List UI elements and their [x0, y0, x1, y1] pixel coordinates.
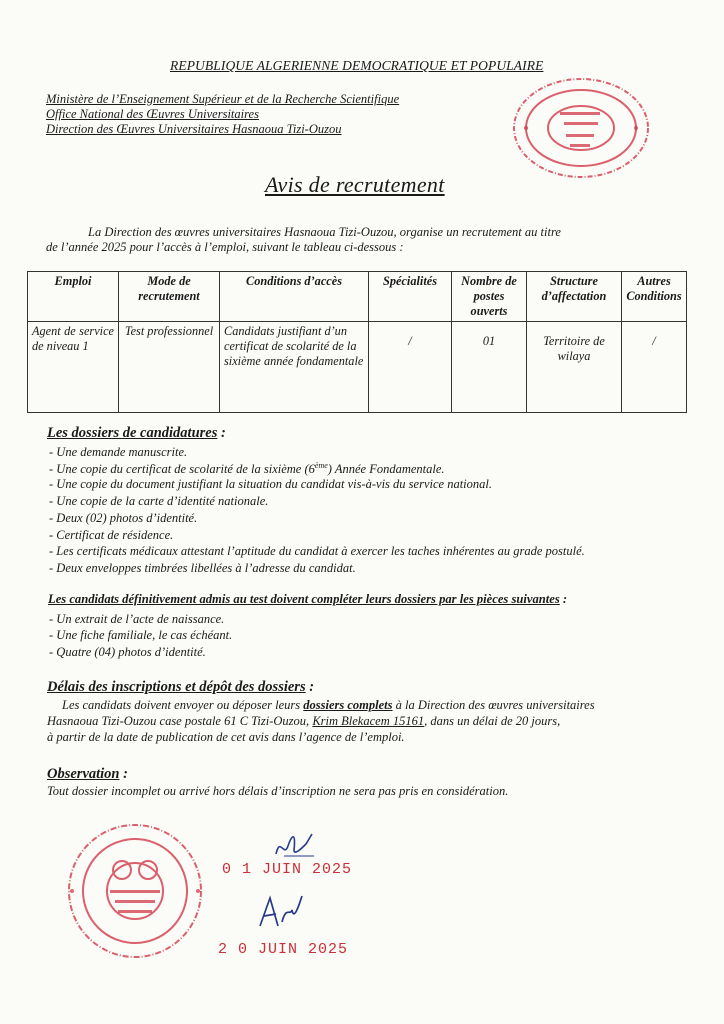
cell-nombre: 01 — [452, 322, 527, 413]
delais-address: Krim Blekacem 15161 — [312, 714, 425, 728]
document-title: Avis de recrutement — [265, 172, 445, 197]
republic-header: REPUBLIQUE ALGERIENNE DEMOCRATIQUE ET POPULAIRE — [170, 58, 544, 73]
intro-line-1: La Direction des œuvres universitaires Hasnaoua Tizi-Ouzou, organise un recrutement au titre — [88, 225, 561, 239]
delais-text: à la Direction des œuvres universitaires — [392, 698, 595, 712]
date-stamp-2: 2 0 JUIN 2025 — [218, 941, 349, 958]
col-mode: Mode de recrutement — [119, 272, 220, 322]
list-item: - Quatre (04) photos d’identité. — [49, 645, 206, 659]
delais-heading-suffix: : — [305, 679, 315, 695]
dossiers-heading-suffix: : — [217, 425, 226, 441]
list-item-rest: ) Année Fondamentale. — [327, 462, 445, 477]
delais-heading — [47, 678, 314, 696]
list-item-sup: ème — [314, 461, 328, 470]
dossiers-heading-text: Les dossiers de candidatures — [47, 425, 218, 441]
list-item: - Un extrait de l’acte de naissance. — [49, 612, 225, 626]
table-header-row — [28, 272, 687, 322]
list-item: - Deux enveloppes timbrées libellées à l’adresse du candidat. — [49, 561, 356, 575]
dossiers-heading — [47, 424, 226, 442]
official-seal-top — [508, 72, 654, 180]
delais-text: Les candidats doivent envoyer ou déposer leurs — [62, 698, 304, 712]
col-emploi: Emploi — [28, 272, 119, 322]
col-structure: Structure d’affectation — [527, 272, 622, 322]
delais-line-2 — [47, 714, 560, 729]
delais-line-3: à partir de la date de publication de cet avis dans l’agence de l’emploi. — [47, 730, 405, 744]
list-item: - Une demande manuscrite. — [49, 445, 188, 459]
cell-emploi: Agent de service de niveau 1 — [28, 322, 119, 413]
admis-heading — [48, 592, 567, 607]
delais-text: Hasnaoua Tizi-Ouzou case postale 61 C Tizi-Ouzou, — [47, 714, 313, 728]
ministry-line: Ministère de l’Enseignement Supérieur et de la Recherche Scientifique — [46, 92, 400, 106]
official-seal-bottom — [60, 818, 210, 964]
observation-text: Tout dossier incomplet ou arrivé hors délais d’inscription ne sera pas pris en considération. — [47, 784, 509, 798]
delais-emphasis: dossiers complets — [303, 698, 393, 712]
col-specialites: Spécialités — [369, 272, 452, 322]
cell-mode: Test professionnel — [119, 322, 220, 413]
recruitment-table — [27, 271, 687, 413]
col-conditions: Conditions d’accès — [220, 272, 369, 322]
list-item: - Certificat de résidence. — [49, 528, 174, 542]
list-item: - Une copie de la carte d’identité nationale. — [49, 494, 269, 508]
direction-line: Direction des Œuvres Universitaires Hasnaoua Tizi-Ouzou — [46, 122, 342, 136]
list-item-text: - Une copie du certificat de scolarité de la sixième (6 — [49, 462, 315, 477]
list-item — [49, 461, 445, 477]
intro-line-2: de l’année 2025 pour l’accès à l’emploi, suivant le tableau ci-dessous : — [46, 240, 404, 254]
list-item: - Une copie du document justifiant la situation du candidat vis-à-vis du service national. — [49, 477, 492, 491]
cell-conditions: Candidats justifiant d’un certificat de scolarité de la sixième année fondamentale — [220, 322, 369, 413]
cell-autres: / — [622, 322, 687, 413]
col-nombre: Nombre de postes ouverts — [452, 272, 527, 322]
signature-2 — [256, 892, 306, 936]
signature-1 — [270, 826, 320, 866]
office-line: Office National des Œuvres Universitaires — [46, 107, 259, 121]
observation-heading-suffix: : — [119, 766, 128, 782]
delais-text: , dans un délai de 20 jours, — [424, 714, 561, 728]
observation-heading-text: Observation — [47, 766, 120, 782]
list-item: - Les certificats médicaux attestant l’aptitude du candidat à exercer les taches inhérentes au grade postulé. — [49, 544, 585, 558]
list-item: - Deux (02) photos d’identité. — [49, 511, 198, 525]
admis-heading-suffix: : — [559, 592, 568, 606]
list-item: - Une fiche familiale, le cas échéant. — [49, 628, 233, 642]
cell-specialites: / — [369, 322, 452, 413]
observation-heading — [47, 765, 128, 783]
cell-structure: Territoire de wilaya — [527, 322, 622, 413]
delais-heading-text: Délais des inscriptions et dépôt des dossiers — [47, 679, 306, 695]
col-autres: Autres Conditions — [622, 272, 687, 322]
table-row — [28, 322, 687, 413]
delais-line-1 — [62, 698, 595, 713]
date-stamp-1: 0 1 JUIN 2025 — [222, 861, 353, 878]
admis-heading-text: Les candidats définitivement admis au test doivent compléter leurs dossiers par les pièces suivantes — [48, 592, 560, 606]
